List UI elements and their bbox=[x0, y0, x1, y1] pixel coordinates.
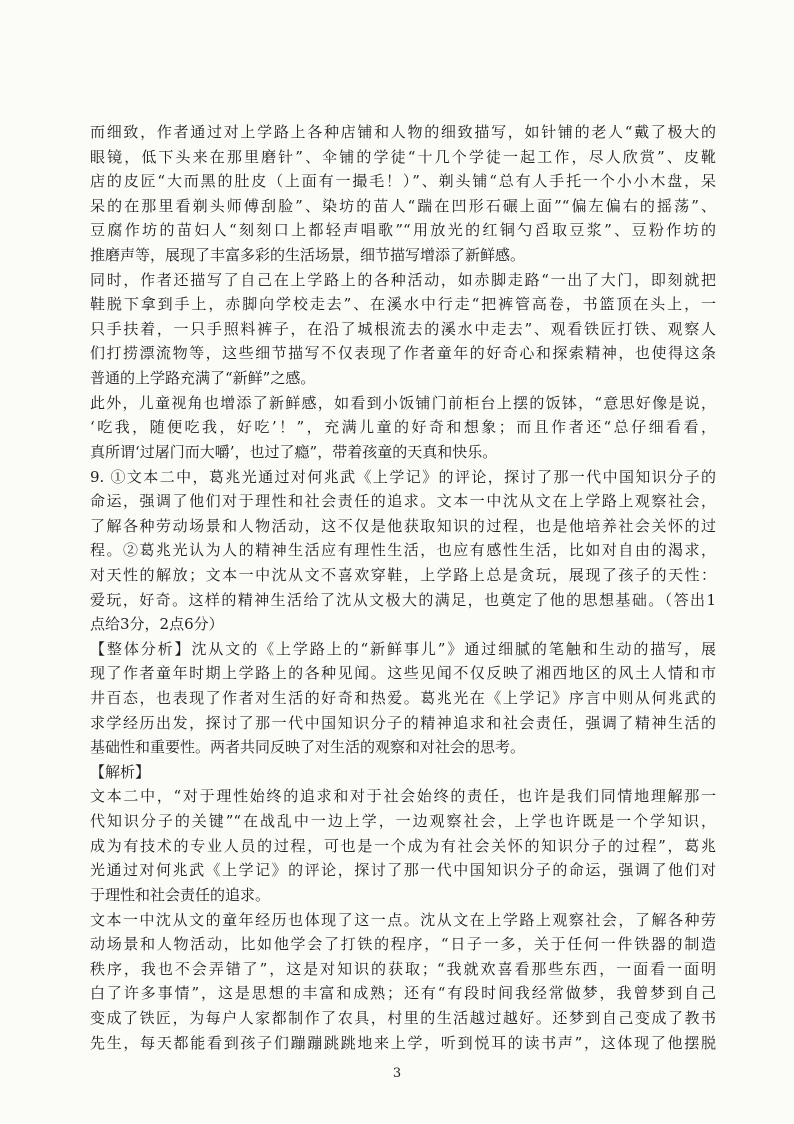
paragraph bbox=[90, 908, 716, 1056]
text-line: 光通过对何兆武《上学记》的评论，探讨了那一代中国知识分子的命运，强调了他们对 bbox=[90, 861, 716, 880]
text-line: ‘吃我，随便吃我，好吃’！”，充满儿童的好奇和想象；而且作者还“总仔细看看， bbox=[90, 418, 716, 437]
text-line: 【解析】 bbox=[90, 762, 151, 781]
paragraph bbox=[90, 637, 716, 760]
paragraph bbox=[90, 465, 716, 637]
text-line: 豆腐作坊的苗妇人“刻刻口上都轻声唱歌”“用放光的红铜勺舀取豆浆”、豆粉作坊的 bbox=[90, 221, 716, 240]
text-line: 只手扶着，一只手照料裤子，在沿了城根流去的溪水中走去”、观看铁匠打铁、观察人 bbox=[90, 319, 716, 338]
body-text bbox=[90, 120, 716, 1055]
page-number: 3 bbox=[392, 1066, 402, 1081]
text-line: 文本二中，“对于理性始终的追求和对于社会始终的责任，也许是我们同情地理解那一 bbox=[90, 787, 716, 806]
text-line: 成为有技术的专业人员的过程，可也是一个成为有社会关怀的知识分子的过程”，葛兆 bbox=[90, 836, 716, 855]
text-line: 店的皮匠“大而黑的肚皮（上面有一撮毛！）”、剃头铺“总有人手托一个小小木盘，呆 bbox=[90, 172, 716, 191]
text-line: 基础性和重要性。两者共同反映了对生活的观察和对社会的思考。 bbox=[90, 738, 526, 757]
text-line: 求学经历出发，探讨了那一代中国知识分子的精神追求和社会责任，强调了精神生活的 bbox=[90, 713, 716, 732]
text-line: 9. ①文本二中，葛兆光通过对何兆武《上学记》的评论，探讨了那一代中国知识分子的 bbox=[90, 467, 716, 486]
text-line: 真所谓‘过屠门而大嚼’，也过了瘾”，带着孩童的天真和快乐。 bbox=[90, 442, 498, 461]
text-line: 点给3分，2点6分） bbox=[90, 615, 224, 634]
text-line: 鞋脱下拿到手上，赤脚向学校走去”、在溪水中行走“把裤管高卷，书篮顶在头上，一 bbox=[90, 295, 716, 314]
text-line: 了解各种劳动场景和人物活动，这不仅是他获取知识的过程，也是他培养社会关怀的过 bbox=[90, 516, 716, 535]
text-line: 变成了铁匠，为每户人家都制作了农具，村里的生活越过越好。还梦到自己变成了教书 bbox=[90, 1008, 716, 1027]
paragraph bbox=[90, 760, 716, 785]
paragraph bbox=[90, 784, 716, 907]
text-line: 们打捞漂流物等，这些细节描写不仅表现了作者童年的好奇心和探索精神，也使得这条 bbox=[90, 344, 716, 363]
paragraph bbox=[90, 391, 716, 465]
text-line: 呆的在那里看剃头师傅刮脸”、染坊的苗人“踹在凹形石碾上面”“偏左偏右的摇荡”、 bbox=[90, 196, 716, 215]
text-line: 秩序，我也不会弄错了”，这是对知识的获取；“我就欢喜看那些东西，一面看一面明 bbox=[90, 959, 716, 978]
text-line: 【整体分析】沈从文的《上学路上的“新鲜事儿”》通过细腻的笔触和生动的描写，展 bbox=[90, 639, 716, 658]
text-line: 推磨声等，展现了丰富多彩的生活场景，细节描写增添了新鲜感。 bbox=[90, 246, 526, 265]
text-line: 井百态，也表现了作者对生活的好奇和热爱。葛兆光在《上学记》序言中则从何兆武的 bbox=[90, 689, 716, 708]
text-line: 命运，强调了他们对于理性和社会责任的追求。文本一中沈从文在上学路上观察社会， bbox=[90, 492, 716, 511]
text-line: 对天性的解放；文本一中沈从文不喜欢穿鞋，上学路上总是贪玩，展现了孩子的天性： bbox=[90, 565, 716, 584]
text-line: 普通的上学路充满了“新鲜”之感。 bbox=[90, 369, 316, 388]
text-line: 先生，每天都能看到孩子们蹦蹦跳跳地来上学，听到悦耳的读书声”，这体现了他摆脱 bbox=[90, 1033, 716, 1052]
text-line: 此外，儿童视角也增添了新鲜感，如看到小饭铺门前柜台上摆的饭钵，“意思好像是说， bbox=[90, 393, 716, 412]
text-line: 程。②葛兆光认为人的精神生活应有理性生活，也应有感性生活，比如对自由的渴求， bbox=[90, 541, 716, 560]
text-line: 代知识分子的关键”“在战乱中一边上学，一边观察社会，上学也许既是一个学知识， bbox=[90, 812, 716, 831]
text-line: 文本一中沈从文的童年经历也体现了这一点。沈从文在上学路上观察社会，了解各种劳 bbox=[90, 910, 716, 929]
text-line: 爱玩，好奇。这样的精神生活给了沈从文极大的满足，也奠定了他的思想基础。（答出1 bbox=[90, 590, 716, 609]
text-line: 动场景和人物活动，比如他学会了打铁的程序，“日子一多，关于任何一件铁器的制造 bbox=[90, 935, 716, 954]
text-line: 同时，作者还描写了自己在上学路上的各种活动，如赤脚走路“一出了大门，即刻就把 bbox=[90, 270, 716, 289]
text-line: 现了作者童年时期上学路上的各种见闻。这些见闻不仅反映了湘西地区的风土人情和市 bbox=[90, 664, 716, 683]
text-line: 于理性和社会责任的追求。 bbox=[90, 885, 271, 904]
paragraph bbox=[90, 268, 716, 391]
text-line: 而细致，作者通过对上学路上各种店铺和人物的细致描写，如针铺的老人“戴了极大的 bbox=[90, 123, 716, 141]
text-line: 眼镜，低下头来在那里磨针”、伞铺的学徒“十几个学徒一起工作，尽人欣赏”、皮靴 bbox=[90, 147, 716, 166]
paragraph bbox=[90, 120, 716, 268]
text-line: 白了许多事情”，这是思想的丰富和成熟；还有“有段时间我经常做梦，我曾梦到自己 bbox=[90, 984, 716, 1003]
